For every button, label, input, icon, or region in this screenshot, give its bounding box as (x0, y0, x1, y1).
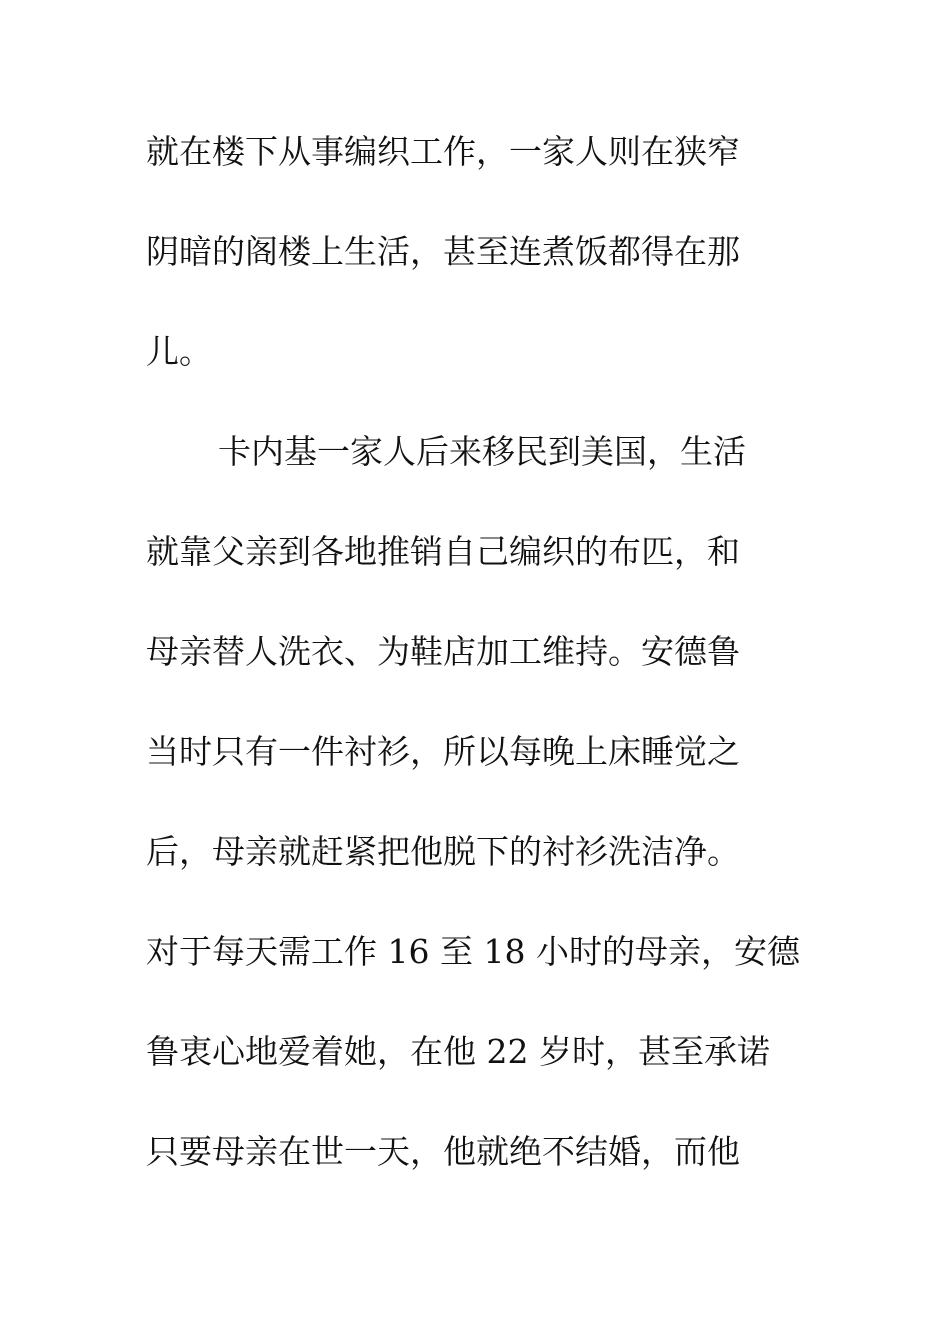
text-line: 当时只有一件衬衫，所以每晚上床睡觉之 (146, 732, 740, 771)
paragraph-first-line: 卡内基一家人后来移民到美国，生活 (218, 432, 746, 471)
text-line: 就靠父亲到各地推销自己编织的布匹，和 (146, 532, 740, 571)
text-line: 后，母亲就赶紧把他脱下的衬衫洗洁净。 (146, 832, 740, 871)
text-line: 鲁衷心地爱着她，在他 22 岁时，甚至承诺 (146, 1032, 770, 1071)
text-line: 对于每天需工作 16 至 18 小时的母亲，安德 (146, 932, 800, 971)
text-line: 儿。 (146, 332, 212, 371)
text-line: 阴暗的阁楼上生活，甚至连煮饭都得在那 (146, 232, 740, 271)
text-line: 母亲替人洗衣、为鞋店加工维持。安德鲁 (146, 632, 740, 671)
text-line: 只要母亲在世一天，他就绝不结婚，而他 (146, 1132, 740, 1171)
text-line: 就在楼下从事编织工作，一家人则在狭窄 (146, 132, 740, 171)
